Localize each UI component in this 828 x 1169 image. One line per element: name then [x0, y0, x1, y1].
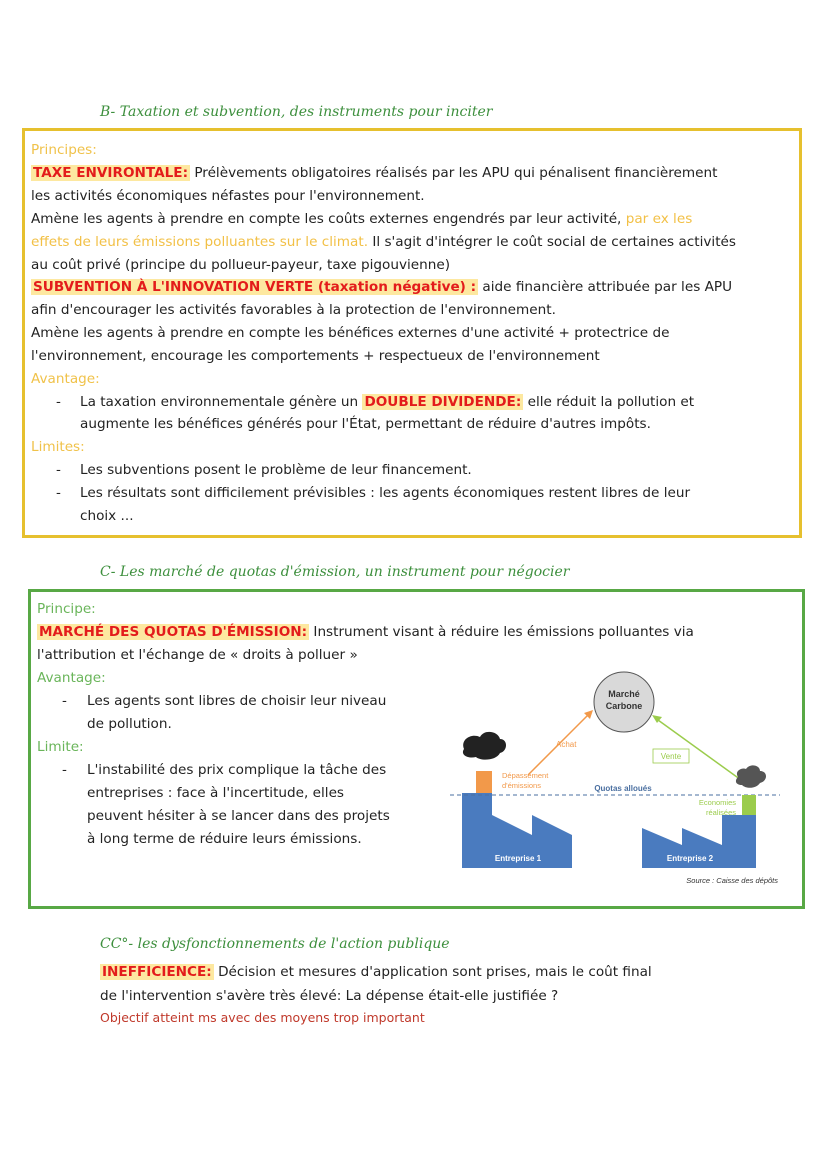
taxe-text-1: Prélèvements obligatoires réalisés par les APU qui pénalisent financièrement — [190, 165, 718, 181]
subv-line-1 — [31, 277, 732, 297]
section-c-heading: C- Les marché de quotas d'émission, un instrument pour négocier — [100, 564, 570, 580]
taxe-line-1 — [31, 163, 717, 183]
carbon-market-diagram — [448, 665, 793, 895]
quotas-label: Quotas alloués — [594, 784, 652, 793]
lim-c-line-1: L'instabilité des prix complique la tâche des — [87, 762, 387, 778]
taxe-text-3a: Amène les agents à prendre en compte les coûts externes engendrés par leur activité, — [31, 211, 626, 227]
section-b-heading: B- Taxation et subvention, des instruments pour inciter — [100, 104, 493, 120]
limite-label: Limite: — [37, 739, 84, 755]
diagram-source: Source : Caisse des dépôts — [686, 876, 778, 885]
savings-bar — [742, 795, 756, 815]
lim-b-1: Les subventions posent le problème de leur financement. — [80, 462, 472, 478]
section-cc-heading: CC°- les dysfonctionnements de l'action publique — [100, 936, 450, 952]
taxe-text-4a: effets de leurs émissions polluantes sur le climat. — [31, 234, 369, 250]
taxe-text-4b: Il s'agit d'intégrer le coût social de certaines activités — [368, 234, 736, 250]
achat-label: Achat — [556, 740, 577, 749]
principes-label: Principes: — [31, 142, 97, 158]
subv-line-4: l'environnement, encourage les comportements + respectueux de l'environnement — [31, 348, 600, 364]
marche-line-1 — [37, 622, 694, 642]
economies-label-2: réalisées — [705, 808, 736, 817]
taxe-line-5: au coût privé (principe du pollueur-payeur, taxe pigouvienne) — [31, 257, 451, 273]
ineff-term: INEFFICIENCE: — [102, 964, 212, 980]
av-b-text-1b: elle réduit la pollution et — [523, 394, 695, 410]
lim-c-line-2: entreprises : face à l'incertitude, elles — [87, 785, 345, 801]
smoke-cloud-2 — [736, 765, 766, 787]
market-label-2: Carbone — [605, 701, 643, 711]
ineff-note: Objectif atteint ms avec des moyens trop important — [100, 1010, 425, 1025]
av-b-text-1a: La taxation environnementale génère un — [80, 394, 363, 410]
ineff-text-1: Décision et mesures d'application sont prises, mais le coût final — [213, 964, 652, 980]
economies-label-1: Economies — [698, 798, 736, 807]
dash: - — [56, 394, 61, 410]
dash: - — [62, 762, 67, 778]
depassement-label-2: d'émissions — [502, 781, 541, 790]
dash: - — [56, 485, 61, 501]
marche-text-1: Instrument visant à réduire les émissions polluantes via — [309, 624, 694, 640]
avantage-label-c: Avantage: — [37, 670, 106, 686]
lim-b-2-line-2: choix ... — [80, 508, 134, 524]
taxe-line-4 — [31, 232, 736, 252]
subv-text-1: aide financière attribuée par les APU — [478, 279, 733, 295]
double-dividende-term: DOUBLE DIVIDENDE: — [364, 394, 522, 410]
lim-c-line-3: peuvent hésiter à se lancer dans des projets — [87, 808, 390, 824]
lim-b-2-line-1: Les résultats sont difficilement prévisibles : les agents économiques restent libres de leur — [80, 485, 691, 501]
av-b-line-1 — [80, 392, 694, 412]
ineff-line-1 — [100, 962, 652, 982]
subv-term: SUBVENTION À L'INNOVATION VERTE (taxation négative) : — [33, 279, 477, 295]
taxe-term: TAXE ENVIRONTALE: — [33, 165, 188, 181]
excess-emissions-bar — [476, 771, 492, 793]
marche-line-2: l'attribution et l'échange de « droits à polluer » — [37, 647, 358, 663]
subv-line-2: afin d'encourager les activités favorables à la protection de l'environnement. — [31, 302, 556, 318]
av-b-line-2: augmente les bénéfices générés pour l'État, permettant de réduire d'autres impôts. — [80, 416, 651, 432]
depassement-label-1: Dépassement — [502, 771, 549, 780]
taxe-line-2: les activités économiques néfastes pour l'environnement. — [31, 188, 425, 204]
smoke-cloud-1 — [463, 732, 506, 760]
marche-term: MARCHÉ DES QUOTAS D'ÉMISSION: — [39, 624, 308, 640]
entreprise-2-label: Entreprise 2 — [666, 854, 714, 863]
dash: - — [56, 462, 61, 478]
taxe-text-3b: par ex les — [625, 211, 693, 227]
dash: - — [62, 693, 67, 709]
principe-label: Principe: — [37, 601, 96, 617]
taxe-line-3 — [31, 209, 692, 229]
ineff-line-2: de l'intervention s'avère très élevé: La dépense était-elle justifiée ? — [100, 988, 559, 1004]
subv-line-3: Amène les agents à prendre en compte les bénéfices externes d'une activité + protectrice de — [31, 325, 670, 341]
vente-label: Vente — [660, 752, 682, 761]
entreprise-1-label: Entreprise 1 — [494, 854, 542, 863]
lim-c-line-4: à long terme de réduire leurs émissions. — [87, 831, 362, 847]
avantage-label-b: Avantage: — [31, 371, 100, 387]
av-c-line-1: Les agents sont libres de choisir leur niveau — [87, 693, 387, 709]
limites-label: Limites: — [31, 439, 85, 455]
market-label-1: Marché — [608, 689, 640, 699]
av-c-line-2: de pollution. — [87, 716, 172, 732]
